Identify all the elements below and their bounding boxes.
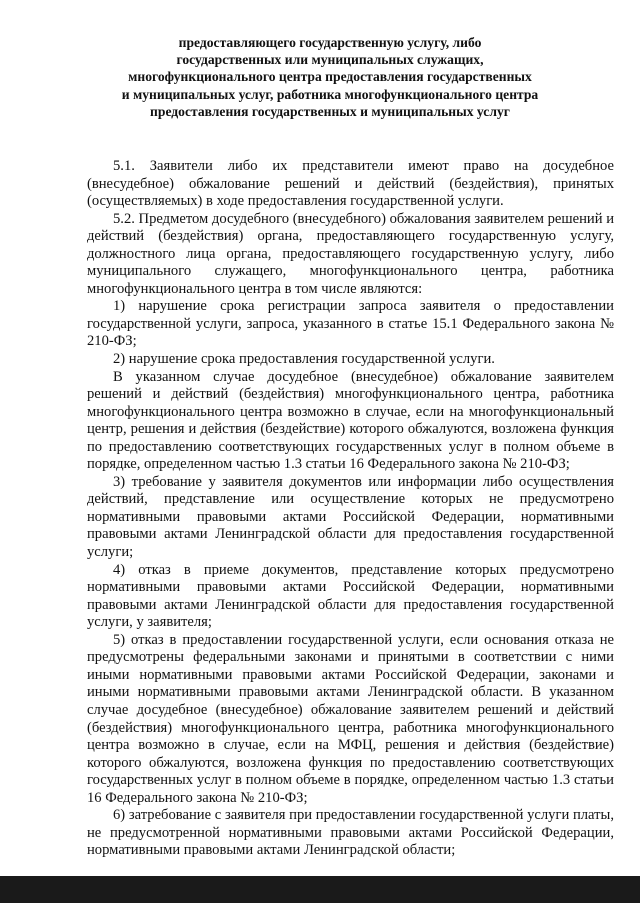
list-item-2: 2) нарушение срока предоставления государственной услуги. — [113, 351, 495, 368]
list-item-4: 4) отказ в приеме документов, представление которых предусмотрено нормативными правовыми актами Российской Федерации, нормативными правовыми актами Ленинградской области для предоставления государственной услуги, у заявителя; — [87, 561, 614, 631]
heading-line: и муниципальных услуг, работника многофункционального центра — [121, 86, 539, 102]
document-body — [87, 158, 614, 860]
heading-line: предоставления государственных и муниципальных услуг — [150, 103, 510, 119]
list-item-5: 5) отказ в предоставлении государственной услуги, если основания отказа не предусмотрены федеральными законами и принятыми в соответствии с ними иными нормативными правовыми актами Российской Федерации, законами и иными нормативными правовыми актами Ленинградской области. В указанном случае досудебное (внесудебное) обжалование заявителем решений и действий (бездействия) многофункционального центра, работника многофункционального центра возможно в случае, если на МФЦ, решения и действия (бездействие) которого обжалуются, возложена функция по предоставлению соответствующих государственных услуг в полном объеме в порядке, определенном частью 1.3 статьи 16 Федерального закона № 210-ФЗ; — [87, 631, 614, 806]
heading-line: многофункционального центра предоставления государственных — [128, 69, 532, 85]
list-item-3: 3) требование у заявителя документов или информации либо осуществления действий, представление или осуществление которых не предусмотрено нормативными правовыми актами Российской Федерации, нормативными правовыми актами Ленинградской области для предоставления государственной услуги; — [87, 473, 614, 561]
scan-border-bottom — [0, 876, 640, 903]
paragraph-5-1: 5.1. Заявители либо их представители имеют право на досудебное (внесудебное) обжалование решений и действий (бездействия), принятых (осуществляемых) в ходе предоставления государственной услуги. — [87, 158, 614, 210]
list-item-1: 1) нарушение срока регистрации запроса заявителя о предоставлении государственной услуги, запроса, указанного в статье 15.1 Федерального закона № 210-ФЗ; — [87, 298, 614, 350]
section-heading — [60, 34, 600, 120]
heading-line: государственных или муниципальных служащих, — [176, 52, 484, 68]
list-item-6: 6) затребование с заявителя при предоставлении государственной услуги платы, не предусмотренной нормативными правовыми актами Российской Федерации, нормативными правовыми актами Ленинградской области; — [87, 807, 614, 859]
paragraph-mfc-note: В указанном случае досудебное (внесудебное) обжалование заявителем решений и действий (бездействия) многофункционального центра, работника многофункционального центра возможно в случае, если на многофункциональный центр, решения и действия (бездействие) которого обжалуются, возложена функция по предоставлению соответствующих государственных услуг в полном объеме в порядке, определенном частью 1.3 статьи 16 Федерального закона № 210-ФЗ; — [87, 368, 614, 473]
paragraph-5-2: 5.2. Предметом досудебного (внесудебного) обжалования заявителем решений и действий (бездействия) органа, предоставляющего государственную услугу, должностного лица органа, предоставляющего государственную услугу, либо муниципального служащего, многофункционального центра, работника многофункционального центра в том числе являются: — [87, 210, 614, 297]
heading-line: предоставляющего государственную услугу, либо — [178, 35, 482, 50]
